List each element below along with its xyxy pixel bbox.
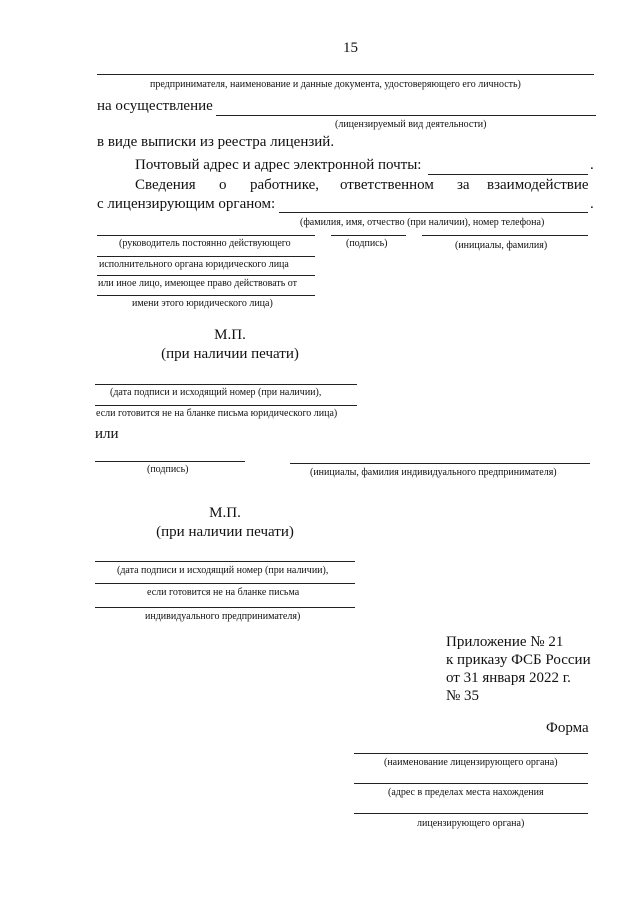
addressee-caption-2: (адрес в пределах места нахождения xyxy=(388,787,544,798)
contact-line xyxy=(279,212,588,213)
signature-caption: (подпись) xyxy=(346,238,388,249)
contact-line-2: с лицензирующим органом: xyxy=(97,196,276,212)
caption-activity: (лицензируемый вид деятельности) xyxy=(335,119,487,130)
head-line-1 xyxy=(97,235,315,236)
ip-initials-caption: (инициалы, фамилия индивидуального предпринимателя) xyxy=(310,467,557,478)
initials-caption: (инициалы, фамилия) xyxy=(455,240,548,251)
addressee-caption-3: лицензирующего органа) xyxy=(417,818,525,829)
head-line-3 xyxy=(97,275,315,276)
appendix-line-3: от 31 января 2022 г. xyxy=(446,670,571,686)
ip-signature-caption: (подпись) xyxy=(147,464,189,475)
date2-caption-1: (дата подписи и исходящий номер (при наличии), xyxy=(117,565,329,576)
initials-line xyxy=(422,235,588,236)
date2-line-2 xyxy=(95,583,355,584)
contact-word-4: ответственном xyxy=(340,177,434,193)
activity-prefix: на осуществление xyxy=(97,98,213,114)
contact-end: . xyxy=(590,196,594,212)
appendix-line-2: к приказу ФСБ России xyxy=(446,652,591,668)
postal-label: Почтовый адрес и адрес электронной почты: xyxy=(135,157,422,173)
activity-line xyxy=(216,115,596,116)
or-text: или xyxy=(95,426,119,442)
addressee-line-3 xyxy=(354,813,588,814)
head-line-2 xyxy=(97,256,315,257)
head-line-4 xyxy=(97,295,315,296)
head-caption-1: (руководитель постоянно действующего xyxy=(119,238,291,249)
contact-word-3: работнике, xyxy=(250,177,320,193)
seal-mp-2: М.П. xyxy=(209,505,241,521)
date2-caption-2: если готовится не на бланке письма xyxy=(147,587,300,598)
head-caption-3: или иное лицо, имеющее право действовать от xyxy=(98,278,298,289)
caption-contact: (фамилия, имя, отчество (при наличии), номер телефона) xyxy=(300,217,545,228)
contact-word-2: о xyxy=(219,177,227,193)
ip-initials-line xyxy=(290,463,590,464)
applicant-doc-line xyxy=(97,74,594,75)
seal-mp-1: М.П. xyxy=(214,327,246,343)
addressee-caption-1: (наименование лицензирующего органа) xyxy=(384,757,558,768)
date2-line-1 xyxy=(95,561,355,562)
form-label: Форма xyxy=(546,720,589,736)
addressee-line-1 xyxy=(354,753,588,754)
date-caption-2: если готовится не на бланке письма юридического лица) xyxy=(96,408,338,419)
ip-signature-line xyxy=(95,461,245,462)
date-caption-1: (дата подписи и исходящий номер (при наличии), xyxy=(110,387,322,398)
postal-end: . xyxy=(590,157,594,173)
date-line-1 xyxy=(95,384,357,385)
contact-word-5: за xyxy=(457,177,470,193)
date-line-2 xyxy=(95,405,357,406)
appendix-line-1: Приложение № 21 xyxy=(446,634,564,650)
date2-line-3 xyxy=(95,607,355,608)
addressee-line-2 xyxy=(354,783,588,784)
seal-note-1: (при наличии печати) xyxy=(161,346,299,362)
head-caption-2: исполнительного органа юридического лица xyxy=(99,259,289,270)
page-number: 15 xyxy=(343,40,358,56)
date2-caption-3: индивидуального предпринимателя) xyxy=(145,611,301,622)
contact-word-6: взаимодействие xyxy=(487,177,589,193)
postal-line xyxy=(428,174,588,175)
seal-note-2: (при наличии печати) xyxy=(156,524,294,540)
extract-line: в виде выписки из реестра лицензий. xyxy=(97,134,335,150)
caption-applicant-doc: предпринимателя, наименование и данные документа, удостоверяющего его личность) xyxy=(150,79,521,90)
appendix-line-4: № 35 xyxy=(446,688,480,704)
signature-line xyxy=(331,235,406,236)
head-caption-4: имени этого юридического лица) xyxy=(132,298,273,309)
contact-word-1: Сведения xyxy=(135,177,196,193)
